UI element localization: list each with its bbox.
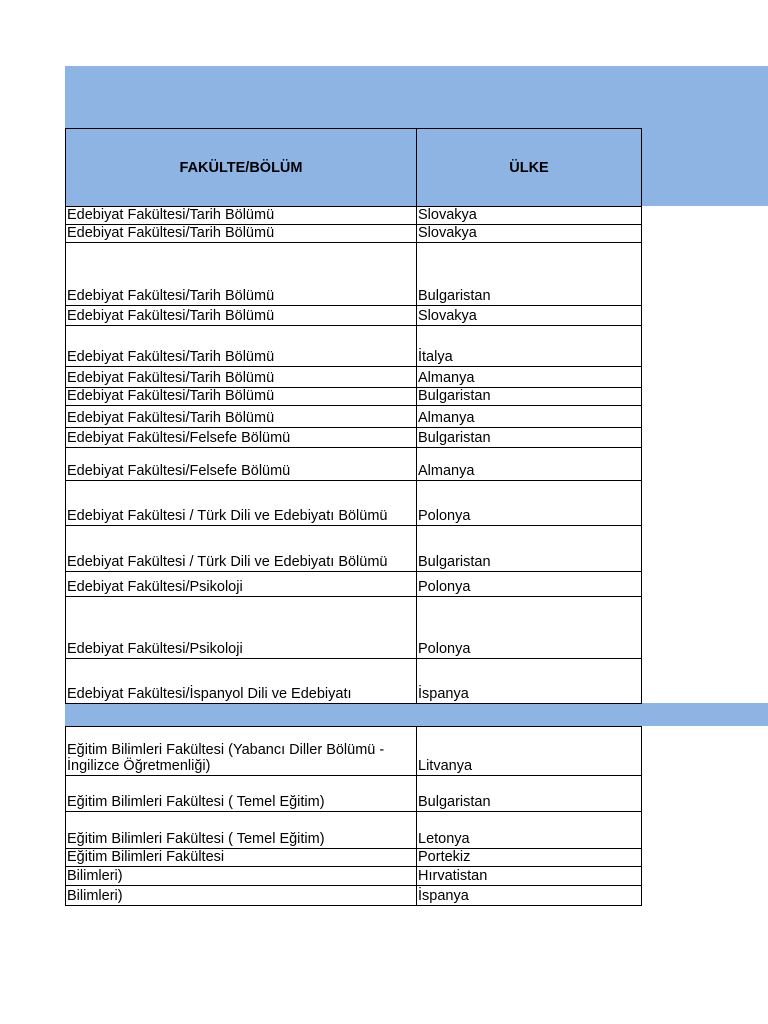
header-cell-country — [416, 128, 642, 207]
faculty-text: Bilimleri) — [67, 888, 123, 904]
table-cell-faculty — [65, 366, 417, 388]
country-text: İspanya — [418, 686, 469, 702]
country-text: Almanya — [418, 463, 475, 479]
table-cell-country — [416, 811, 642, 849]
table-cell-faculty — [65, 658, 417, 704]
table-cell-country — [416, 885, 642, 906]
table-cell-country — [416, 525, 642, 572]
country-text: Slovakya — [418, 207, 477, 223]
faculty-text: Edebiyat Fakültesi/Felsefe Bölümü — [67, 430, 291, 446]
country-text: İspanya — [418, 888, 469, 904]
faculty-text: Edebiyat Fakültesi/İspanyol Dili ve Edebiyatı — [67, 686, 352, 702]
faculty-text: Edebiyat Fakültesi/Tarih Bölümü — [67, 410, 275, 426]
table-cell-faculty — [65, 885, 417, 906]
country-text: Bulgaristan — [418, 554, 491, 570]
header-cell-faculty — [65, 128, 417, 207]
table-cell-faculty — [65, 387, 417, 406]
table-cell-country — [416, 427, 642, 448]
table-cell-country — [416, 405, 642, 428]
table-cell-faculty — [65, 405, 417, 428]
table-cell-faculty — [65, 525, 417, 572]
faculty-text: Eğitim Bilimleri Fakültesi ( Temel Eğitim) — [67, 831, 325, 847]
faculty-text: Bilimleri) — [67, 868, 123, 884]
faculty-text: Edebiyat Fakültesi/Tarih Bölümü — [67, 225, 275, 241]
faculty-text: Edebiyat Fakültesi/Tarih Bölümü — [67, 207, 275, 223]
faculty-text: Edebiyat Fakültesi/Tarih Bölümü — [67, 308, 275, 324]
faculty-text: Edebiyat Fakültesi/Tarih Bölümü — [67, 388, 275, 404]
table-cell-faculty — [65, 848, 417, 867]
country-text: İtalya — [418, 349, 453, 365]
table-cell-country — [416, 571, 642, 597]
country-text: Slovakya — [418, 225, 477, 241]
table-cell-faculty — [65, 242, 417, 306]
table-cell-faculty — [65, 571, 417, 597]
table-cell-country — [416, 775, 642, 812]
table-cell-faculty — [65, 811, 417, 849]
table-cell-country — [416, 480, 642, 526]
header-label-country: ÜLKE — [509, 159, 549, 176]
country-text: Portekiz — [418, 849, 471, 865]
table-cell-faculty — [65, 305, 417, 326]
table-cell-country — [416, 325, 642, 367]
country-text: Bulgaristan — [418, 288, 491, 304]
faculty-text: Edebiyat Fakültesi/Psikoloji — [67, 641, 243, 657]
faculty-text: Eğitim Bilimleri Fakültesi (Yabancı Diller Bölümü - İngilizce Öğretmenliği) — [67, 742, 385, 774]
section-divider-band — [65, 703, 768, 726]
table-cell-country — [416, 242, 642, 306]
table-cell-country — [416, 596, 642, 659]
faculty-text: Edebiyat Fakültesi / Türk Dili ve Edebiyatı Bölümü — [67, 508, 388, 524]
faculty-text: Eğitim Bilimleri Fakültesi ( Temel Eğitim) — [67, 794, 325, 810]
table-cell-country — [416, 305, 642, 326]
country-text: Slovakya — [418, 308, 477, 324]
table-cell-country — [416, 366, 642, 388]
table-cell-country — [416, 866, 642, 886]
faculty-text: Edebiyat Fakültesi / Türk Dili ve Edebiyatı Bölümü — [67, 554, 388, 570]
table-cell-faculty — [65, 775, 417, 812]
table-cell-country — [416, 224, 642, 243]
table-cell-faculty — [65, 206, 417, 225]
table-cell-country — [416, 387, 642, 406]
country-text: Polonya — [418, 579, 471, 595]
table-cell-faculty — [65, 596, 417, 659]
country-text: Bulgaristan — [418, 388, 491, 404]
table-cell-faculty — [65, 726, 417, 776]
table-cell-country — [416, 206, 642, 225]
country-text: Litvanya — [418, 758, 473, 774]
country-text: Polonya — [418, 641, 471, 657]
table-cell-faculty — [65, 447, 417, 481]
country-text: Hırvatistan — [418, 868, 488, 884]
table-cell-faculty — [65, 866, 417, 886]
country-text: Almanya — [418, 370, 475, 386]
country-text: Polonya — [418, 508, 471, 524]
header-label-faculty: FAKÜLTE/BÖLÜM — [179, 159, 303, 176]
table-cell-country — [416, 848, 642, 867]
table-cell-faculty — [65, 427, 417, 448]
country-text: Almanya — [418, 410, 475, 426]
table-cell-country — [416, 447, 642, 481]
faculty-text: Edebiyat Fakültesi/Tarih Bölümü — [67, 370, 275, 386]
table-cell-faculty — [65, 480, 417, 526]
faculty-text: Edebiyat Fakültesi/Tarih Bölümü — [67, 349, 275, 365]
faculty-text: Edebiyat Fakültesi/Tarih Bölümü — [67, 288, 275, 304]
faculty-text: Edebiyat Fakültesi/Psikoloji — [67, 579, 243, 595]
table-cell-faculty — [65, 325, 417, 367]
table-cell-country — [416, 726, 642, 776]
country-text: Bulgaristan — [418, 430, 491, 446]
faculty-text: Eğitim Bilimleri Fakültesi — [67, 849, 225, 865]
country-text: Letonya — [418, 831, 470, 847]
table-cell-country — [416, 658, 642, 704]
country-text: Bulgaristan — [418, 794, 491, 810]
faculty-text: Edebiyat Fakültesi/Felsefe Bölümü — [67, 463, 291, 479]
table-cell-faculty — [65, 224, 417, 243]
